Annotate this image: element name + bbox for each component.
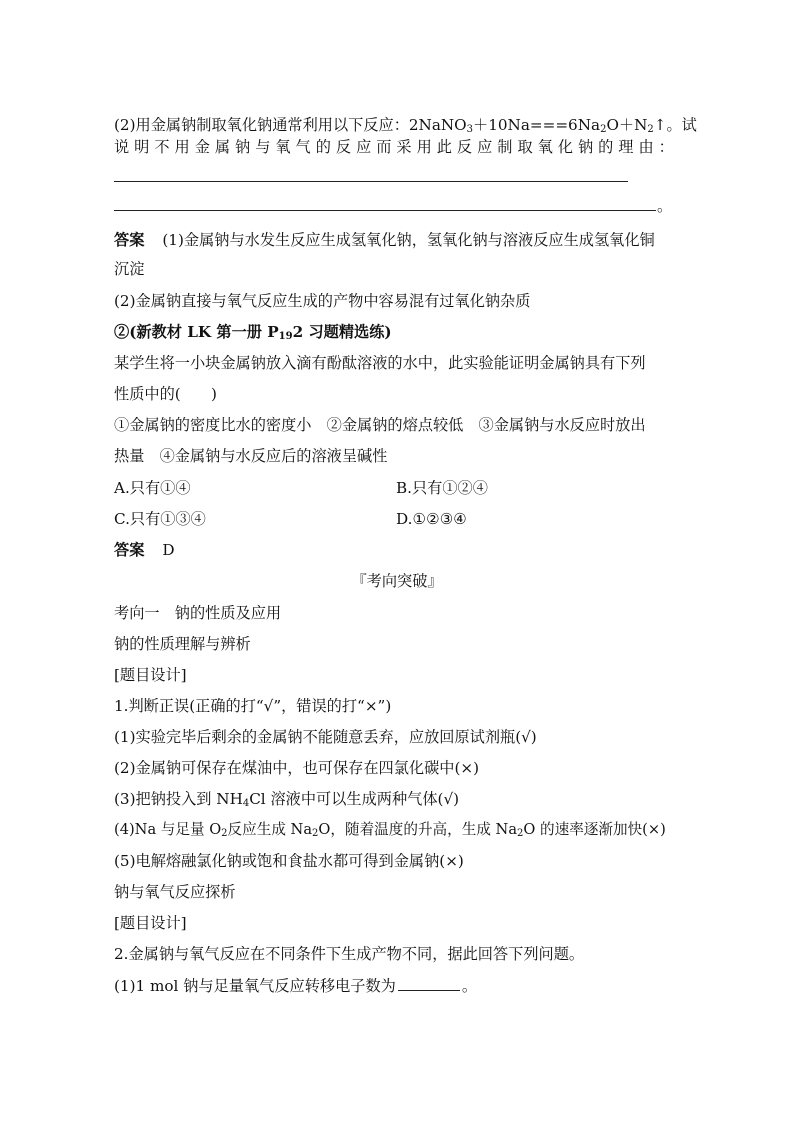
q2-line2-char: 取	[517, 138, 533, 156]
option-a: A.只有①④	[114, 479, 191, 497]
q2-line2-char: 气	[295, 138, 311, 156]
source-sub: 19	[278, 331, 293, 342]
answer-2	[114, 541, 175, 559]
answer-value: D	[162, 541, 175, 559]
q2-line2-char: 应	[477, 138, 493, 156]
q2-sub: 2	[647, 124, 654, 135]
q2-line2-char: ：	[658, 138, 674, 156]
answer-blank-line-2	[114, 210, 656, 211]
q2-line2-char: 采	[396, 138, 412, 156]
topic-heading: 考向一 钠的性质及应用	[114, 604, 282, 622]
q2-line2-char: 而	[376, 138, 392, 156]
option-b: B.只有①②④	[396, 479, 488, 497]
judge-title: 1.判断正误(正确的打“√”，错误的打“×”)	[114, 697, 392, 715]
subtopic-heading-2: 钠与氧气反应探析	[114, 883, 236, 901]
judge-text: 反应生成 Na	[227, 821, 313, 838]
q2-line2-char: 钠	[577, 138, 594, 156]
question-3-line-1: 某学生将一小块金属钠放入滴有酚酞溶液的水中，此实验能证明金属钠具有下列	[114, 354, 646, 372]
q2-line2-char: 应	[356, 138, 372, 156]
q2-text: O＋N	[606, 116, 648, 134]
q2-line2-char: 金	[194, 138, 210, 156]
answer-text: (1)金属钠与水发生反应生成氢氧化钠，氢氧化钠与溶液反应生成氢氧化铜	[162, 231, 655, 249]
q2-line2-char: 明	[134, 138, 150, 156]
question-3-line-4: 热量 ④金属钠与水反应后的溶液呈碱性	[114, 447, 388, 465]
design-label-2: [题目设计]	[114, 914, 187, 932]
q2-sub: 3	[466, 124, 474, 135]
q2-line2-char: 氧	[275, 138, 291, 156]
q2-line2-char: 用	[416, 138, 432, 156]
q2-line2-char: 反	[456, 138, 473, 156]
judge-text: O 的速率逐渐加快(×)	[523, 821, 666, 838]
judge-item-4	[114, 821, 666, 840]
question-na-o2-item-1	[114, 976, 477, 995]
judge-item-3	[114, 790, 459, 810]
judge-item-1: (1)实验完毕后剩余的金属钠不能随意丢弃，应放回原试剂瓶(√)	[114, 728, 537, 746]
q2-text: (2)用金属钠制取氧化钠通常利用以下反应：2NaNO	[114, 116, 467, 134]
q2-line2-char: 说	[114, 138, 130, 156]
subtopic-heading: 钠的性质理解与辨析	[114, 635, 251, 653]
q2-line2-char: 与	[255, 138, 271, 156]
section-title: 『考向突破』	[351, 572, 443, 590]
design-label: [题目设计]	[114, 666, 187, 684]
q2-sub: 2	[600, 124, 607, 135]
answer-1-line-2: 沉淀	[114, 260, 145, 278]
q2-line2-char: 反	[335, 138, 352, 156]
judge-item-5: (5)电解熔融氯化钠或饱和食盐水都可得到金属钠(×)	[114, 852, 464, 870]
answer-label: 答案	[114, 541, 145, 559]
answer-1-line-1	[114, 231, 655, 249]
question-text: (1)1 mol 钠与足量氧气反应转移电子数为	[114, 977, 396, 995]
q2-line2-char: 不	[154, 138, 170, 156]
q2-line2-char: 由	[638, 138, 654, 156]
question-3-line-3: ①金属钠的密度比水的密度小 ②金属钠的熔点较低 ③金属钠与水反应时放出	[114, 416, 646, 434]
question-2-line-1	[114, 116, 697, 136]
question-na-o2-title: 2.金属钠与氧气反应在不同条件下生成产物不同，据此回答下列问题。	[114, 945, 585, 963]
question-2-line-2	[114, 138, 674, 156]
source-text: 2 习题精选练)	[292, 323, 392, 341]
fill-blank[interactable]	[398, 976, 460, 991]
answer-blank-line-1	[114, 181, 628, 182]
q2-text: ↑。试	[653, 116, 697, 134]
judge-sub: 4	[242, 798, 250, 809]
judge-sub: 2	[517, 828, 524, 839]
judge-sub: 2	[312, 828, 319, 839]
source-text: ②(新教材 LK 第一册 P	[114, 323, 279, 341]
source-reference	[114, 323, 392, 343]
judge-text: O，随着温度的升高，生成 Na	[318, 821, 518, 838]
question-text: 。	[461, 977, 478, 995]
q2-line2-char: 钠	[235, 138, 251, 156]
answer-label: 答案	[114, 231, 145, 249]
question-3-line-2: 性质中的( )	[114, 385, 217, 403]
q2-line2-char: 氧	[537, 138, 553, 156]
q2-line2-char: 的	[598, 138, 614, 156]
answer-1-line-3: (2)金属钠直接与氧气反应生成的产物中容易混有过氧化钠杂质	[114, 292, 531, 310]
q2-text: ＋10Na===6Na	[473, 116, 601, 134]
option-d: D.①②③④	[396, 510, 467, 528]
q2-line2-char: 的	[315, 138, 331, 156]
judge-text: (3)把钠投入到 NH	[114, 790, 243, 808]
judge-item-2: (2)金属钠可保存在煤油中，也可保存在四氯化碳中(×)	[114, 759, 480, 777]
judge-text: (4)Na 与足量 O	[114, 821, 222, 838]
blank-period: 。	[657, 197, 673, 215]
q2-line2-char: 化	[557, 138, 573, 156]
q2-line2-char: 制	[497, 138, 513, 156]
q2-line2-char: 用	[174, 138, 190, 156]
option-c: C.只有①③④	[114, 510, 206, 528]
judge-text: Cl 溶液中可以生成两种气体(√)	[249, 790, 460, 808]
q2-line2-char: 理	[618, 138, 634, 156]
q2-line2-char: 此	[436, 138, 452, 156]
judge-sub: 2	[221, 828, 228, 839]
q2-line2-char: 属	[214, 138, 231, 156]
